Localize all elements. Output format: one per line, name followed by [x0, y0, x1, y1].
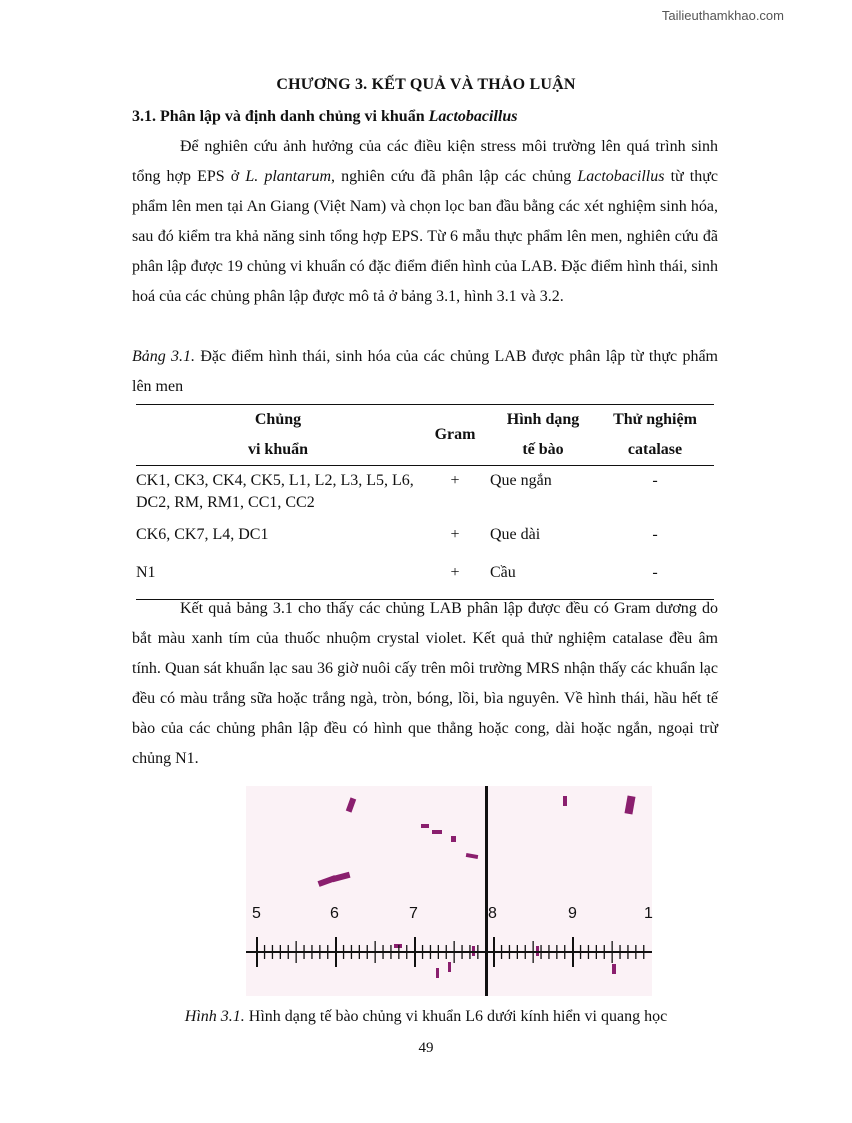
ruler-tick: [280, 945, 281, 959]
ruler-tick: [438, 945, 439, 959]
intro-paragraph: [132, 132, 718, 312]
section-title-genus: Lactobacillus: [428, 108, 518, 125]
ruler-tick: [564, 945, 565, 959]
cell-gram: +: [450, 525, 460, 543]
ruler-tick: [635, 945, 636, 959]
ruler-tick: [540, 945, 541, 959]
para1-genus: Lactobacillus: [577, 168, 665, 185]
ruler-tick: [343, 945, 344, 959]
ruler-tick: [485, 945, 486, 959]
ruler-tick: [612, 941, 613, 963]
cell-strains: N1: [136, 563, 156, 581]
ruler-baseline: [246, 951, 652, 953]
ruler-tick: [406, 945, 407, 959]
ruler-tick: [627, 945, 628, 959]
ruler-tick: [359, 945, 360, 959]
ruler-tick: [643, 945, 644, 959]
header-strain: Chủng vi khuẩn: [247, 411, 309, 458]
ruler-tick: [382, 945, 383, 959]
figure-caption: [0, 1008, 852, 1026]
chapter-title: CHƯƠNG 3. KẾT QUẢ VÀ THẢO LUẬN: [276, 76, 576, 93]
ruler-tick: [272, 945, 273, 959]
ruler-tick: [596, 945, 597, 959]
microscope-image: [246, 786, 652, 996]
cell-catalase: -: [652, 563, 658, 581]
table-header-row: [136, 405, 714, 466]
cell-shape: Cầu: [490, 563, 516, 581]
ruler-tick: [264, 945, 265, 959]
cell-catalase: -: [652, 525, 658, 543]
scale-label: 7: [409, 905, 418, 922]
ruler-tick: [517, 945, 518, 959]
cell-strains: CK1, CK3, CK4, CK5, L1, L2, L3, L5, L6, DC2, RM, RM1, CC1, CC2: [136, 472, 414, 511]
cell-gram: +: [450, 563, 460, 581]
cell-catalase: -: [652, 472, 658, 489]
ruler-tick: [588, 945, 589, 959]
ruler-tick: [398, 945, 399, 959]
para1-text-1: Để nghiên cứu ảnh hưởng của các điều kiện stress môi trường lên quá trình sinh tổng hợp EPS ở: [132, 138, 718, 185]
ruler-tick: [430, 945, 431, 959]
cell-shape: Que ngắn: [490, 472, 552, 489]
ruler-tick: [580, 945, 581, 959]
ruler-tick: [327, 945, 328, 959]
table-caption-label: Bảng 3.1.: [132, 348, 196, 365]
ruler-tick: [604, 945, 605, 959]
ruler-tick: [548, 945, 549, 959]
ruler-tick: [461, 945, 462, 959]
ruler-tick: [493, 937, 495, 967]
section-title: 3.1. Phân lập và định danh chủng vi khuẩn: [132, 108, 429, 125]
ruler-tick: [477, 945, 478, 959]
header-catalase: Thử nghiệm catalase: [613, 411, 697, 458]
ruler-tick: [469, 945, 470, 959]
figure-caption-label: Hình 3.1.: [184, 1008, 245, 1025]
ruler-tick: [446, 945, 447, 959]
table-row: [136, 466, 714, 524]
ruler-tick: [501, 945, 502, 959]
ruler-tick: [414, 937, 416, 967]
table-caption: [132, 342, 718, 402]
cell-shape: Que dài: [490, 525, 541, 543]
micrograph-svg: [246, 786, 652, 996]
scale-label: 6: [330, 905, 339, 922]
results-paragraph: Kết quả bảng 3.1 cho thấy các chủng LAB phân lập được đều có Gram dương do bắt màu xanh tím của thuốc nhuộm crystal violet. Kết quả thử nghiệm catalase đều âm tính. Quan sát khuẩn lạc sau 36 giờ nuôi cấy trên môi trường MRS nhận thấy các khuẩn lạc đều có màu trắng sữa hoặc trắng ngà, tròn, bóng, lồi, bìa nguyên. Về hình thái, hầu hết tế bào của các chủng phân lập đều có hình que thẳng hoặc cong, dài hoặc ngắn, ngoại trừ chủng N1.: [132, 600, 718, 767]
ruler-tick: [375, 941, 376, 963]
para1-text-3: từ thực phẩm lên men tại An Giang (Việt Nam) và chọn lọc ban đầu bằng các xét nghiệm sinh hóa, sau đó kiểm tra khả năng sinh tổng hợp EPS. Từ 6 mẫu thực phẩm lên men, nghiên cứu đã phân lập được 19 chủng vi khuẩn có đặc điểm điển hình của LAB. Đặc điểm hình thái, sinh hoá của các chủng phân lập được mô tả ở bảng 3.1, hình 3.1 và 3.2.: [132, 168, 719, 305]
ruler-tick: [619, 945, 620, 959]
scale-label: 5: [252, 905, 261, 922]
ruler-tick: [288, 945, 289, 959]
section-heading: [132, 108, 517, 126]
ruler-tick: [556, 945, 557, 959]
ruler-tick: [319, 945, 320, 959]
ruler-tick: [572, 937, 574, 967]
ruler-tick: [422, 945, 423, 959]
ruler-tick: [525, 945, 526, 959]
ruler-tick: [509, 945, 510, 959]
watermark: Tailieuthamkhao.com: [661, 8, 784, 23]
table-row: [136, 524, 714, 562]
ruler-tick: [303, 945, 304, 959]
ruler-tick: [335, 937, 337, 967]
ruler-tick: [256, 937, 258, 967]
para1-text-2: , nghiên cứu đã phân lập các chủng: [331, 168, 578, 185]
ruler-tick: [533, 941, 534, 963]
ruler-tick: [296, 941, 297, 963]
ruler-tick: [454, 941, 455, 963]
reticle-line: [485, 786, 488, 996]
cell-strains: CK6, CK7, L4, DC1: [136, 525, 269, 543]
ruler-tick: [351, 945, 352, 959]
scale-label: 1: [644, 905, 653, 922]
header-gram: Gram: [434, 426, 476, 443]
cell-gram: +: [450, 472, 460, 489]
scale-label: 8: [488, 905, 497, 922]
ruler-tick: [367, 945, 368, 959]
table-caption-text: Đặc điểm hình thái, sinh hóa của các chủng LAB được phân lập từ thực phẩm lên men: [132, 348, 718, 395]
figure-caption-text: Hình dạng tế bào chủng vi khuẩn L6 dưới kính hiển vi quang học: [244, 1008, 668, 1025]
scale-label: 9: [568, 905, 577, 922]
ruler-tick: [311, 945, 312, 959]
page-number: 49: [418, 1040, 434, 1056]
para1-species: L. plantarum: [245, 168, 332, 185]
header-shape: Hình dạng tế bào: [506, 411, 580, 458]
strain-characteristics-table: [136, 404, 714, 600]
ruler-tick: [390, 945, 391, 959]
